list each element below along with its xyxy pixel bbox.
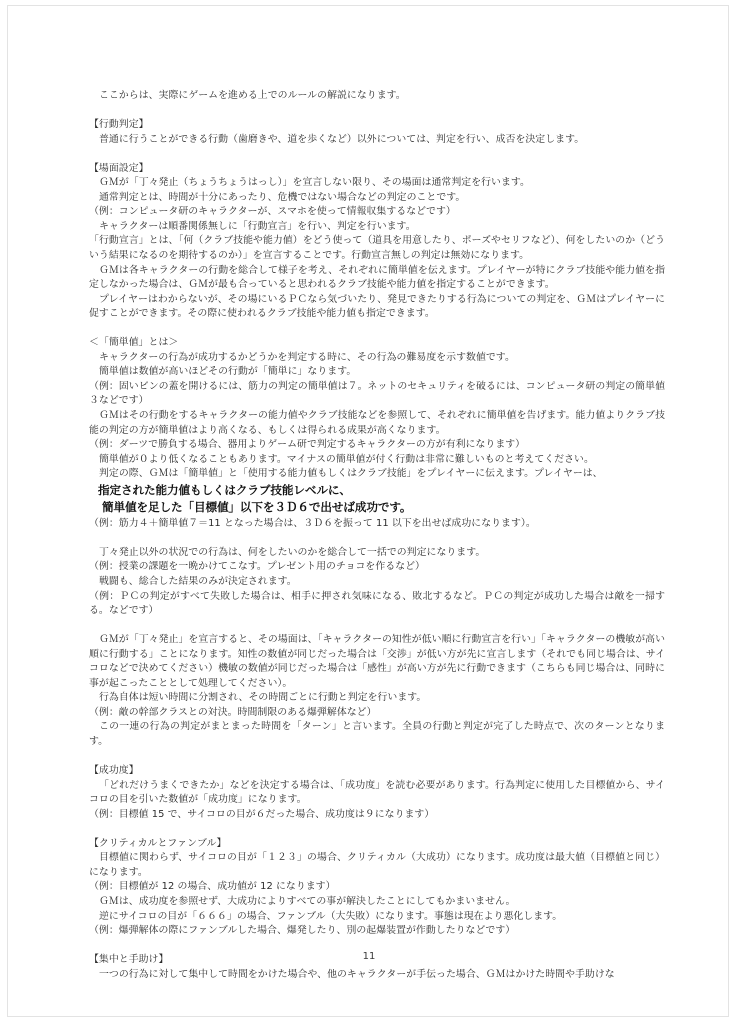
- section-line: 簡単値は数値が高いほどその行動が「簡単に」なります。: [99, 366, 357, 378]
- section-example: （例：敵の幹部クラスとの対決。時間制限のある爆弾解体など）: [89, 706, 377, 718]
- section-line: 一つの行為に対して集中して時間をかけた場合や、他のキャラクターが手伝った場合、ＧＭはかけた時間や手助けな: [99, 968, 615, 980]
- section-line: ＧＭはその行動をするキャラクターの能力値やクラブ技能などを参照して、それぞれに簡単値を告げます。能力値よりクラブ技能の判定の方が簡単値はより高くなる、もしくは得られる成果が高くなります。: [89, 410, 665, 436]
- section-line: 普通に行うことができる行動（歯磨きや、道を歩くなど）以外については、判定を行い、成否を決定します。: [99, 133, 585, 145]
- section-example: （例：目標値が 12 の場合、成功値が 12 になります）: [89, 881, 336, 893]
- section-line: 目標値に関わらず、サイコロの目が「１２３」の場合、クリティカル（大成功）になります。成功度は最大値（目標値と同じ）になります。: [89, 852, 665, 878]
- page-number: 11: [362, 951, 376, 962]
- section-line: 簡単値が０より低くなることもあります。マイナスの簡単値が付く行動は非常に難しいものと考えてください。: [99, 453, 594, 465]
- section-line: キャラクターは順番関係無しに「行動宣言」を行い、判定を行います。: [99, 220, 416, 232]
- section-heading-easy-value: ＜「簡単値」とは＞: [89, 337, 179, 349]
- section-heading-focus-help: 【集中と手助け】: [89, 954, 169, 966]
- section-heading-critical-fumble: 【クリティカルとファンブル】: [89, 837, 227, 849]
- section-example: （例：固いビンの蓋を開けるには、筋力の判定の簡単値は７。ネットのセキュリティを破るには、コンピュータ研の判定の簡単値３などです）: [89, 380, 665, 407]
- section-line: ＧＭは、成功度を参照せず、大成功によりすべての事が解決したことにしてもかまいません。: [99, 895, 516, 907]
- section-line: ＧＭが「丁々発止」を宣言すると、その場面は、「キャラクターの知性が低い順に行動宣言を行い」「キャラクターの機敏が高い順に行動する」ことになります。知性の数値が同じだった場合は「交渉」が低い方が先に宣言します（それでも同じ場合は、サイコロなどで決めてください）機敏の数値が同じだった場合は「感性」が高い方が先に行動できます（こちらも同じ場合は、同時に事が起こったこととして処理してください）。: [89, 634, 665, 689]
- section-example: （例：筋力４＋簡単値７＝11 となった場合は、３Ｄ６を振って 11 以下を出せば成功になります）。: [89, 517, 536, 529]
- spacer: [89, 147, 665, 162]
- document-body: [89, 89, 665, 982]
- section-example: （例：爆弾解体の際にファンブルした場合、爆発したり、別の起爆装置が作動したりなどです）: [89, 925, 516, 937]
- section-example: （例：ＰＣの判定がすべて失敗した場合は、相手に押され気味になる、敗北するなど。ＰＣの判定が成功した場合は敵を一掃する。などです）: [89, 590, 665, 617]
- intro-paragraph: ここからは、実際にゲームを進める上でのルールの解説になります。: [99, 90, 406, 101]
- section-heading-action-check: 【行動判定】: [89, 119, 149, 131]
- spacer: [89, 750, 665, 765]
- section-heading-scene-setting: 【場面設定】: [89, 162, 149, 174]
- emphasis-line-2: 簡単値を足した「目標値」以下を３Ｄ６で出せば成功です。: [102, 500, 412, 515]
- section-example: （例：ダーツで勝負する場合、器用よりゲーム研で判定するキャラクターの方が有利になります）: [89, 439, 526, 451]
- section-line: この一連の行為の判定がまとまった時間を「ターン」と言います。全員の行動と判定が完了した時点で、次のターンとなります。: [89, 721, 665, 747]
- section-line: 行為自体は短い時間に分割され、その時間ごとに行動と判定を行います。: [99, 692, 427, 704]
- section-line: 丁々発止以外の状況での行為は、何をしたいのかを総合して一括での判定になります。: [99, 546, 486, 558]
- section-example: （例：コンピュータ研のキャラクターが、スマホを使って情報収集するなどです）: [89, 206, 456, 218]
- section-line: ＧＭは各キャラクターの行動を総合して様子を考え、それぞれに簡単値を伝えます。プレイヤーが特にクラブ技能や能力値を指定しなかった場合は、ＧＭが最も合っていると思われるクラブ技能や能力値を指定することができます。: [89, 264, 665, 291]
- section-example: （例：目標値 15 で、サイコロの目が６だった場合、成功度は９になります）: [89, 808, 435, 820]
- section-line: 逆にサイコロの目が「６６６」の場合、ファンブル（大失敗）になります。事態は現在より悪化します。: [99, 910, 563, 922]
- spacer: [89, 822, 665, 837]
- spacer: [89, 619, 665, 634]
- section-line: ＧＭが「丁々発止（ちょうちょうはっし）」を宣言しない限り、その場面は通常判定を行います。: [99, 177, 530, 189]
- section-line: 通常判定とは、時間が十分にあったり、危機ではない場合などの判定のことです。: [99, 191, 466, 203]
- spacer: [89, 322, 665, 337]
- emphasis-line-1: 指定された能力値もしくはクラブ技能レベルに、: [98, 482, 351, 497]
- spacer: [89, 531, 665, 546]
- document-page: [7, 5, 729, 1017]
- section-heading-success-degree: 【成功度】: [89, 765, 139, 777]
- section-line: 「行動宣言」とは、「何（クラブ技能や能力値）をどう使って（道具を用意したり、ポーズやセリフなど）、何をしたいのか（どういう結果になるのを期待するのか）」を宣言することです。行動宣言無しの判定は無効になります。: [89, 235, 665, 262]
- section-line: プレイヤーはわからないが、その場にいるＰＣなら気づいたり、発見できたりする行為についての判定を、ＧＭはプレイヤーに促すことができます。その際に使われるクラブ技能や能力値も指定できます。: [89, 293, 665, 320]
- section-line: 判定の際、ＧＭは「簡単値」と「使用する能力値もしくはクラブ技能」をプレイヤーに伝えます。プレイヤーは、: [99, 468, 603, 480]
- spacer: [89, 104, 665, 119]
- section-line: 「どれだけうまくできたか」などを決定する場合は、「成功度」を読む必要があります。行為判定に使用した目標値から、サイコロの目を引いた数値が「成功度」になります。: [89, 779, 665, 806]
- section-example: （例：授業の課題を一晩かけてこなす。プレゼント用のチョコを作るなど）: [89, 561, 425, 573]
- section-line: 戦闘も、総合した結果のみが決定されます。: [99, 575, 297, 587]
- section-line: キャラクターの行為が成功するかどうかを判定する時に、その行為の難易度を示す数値です。: [99, 351, 515, 363]
